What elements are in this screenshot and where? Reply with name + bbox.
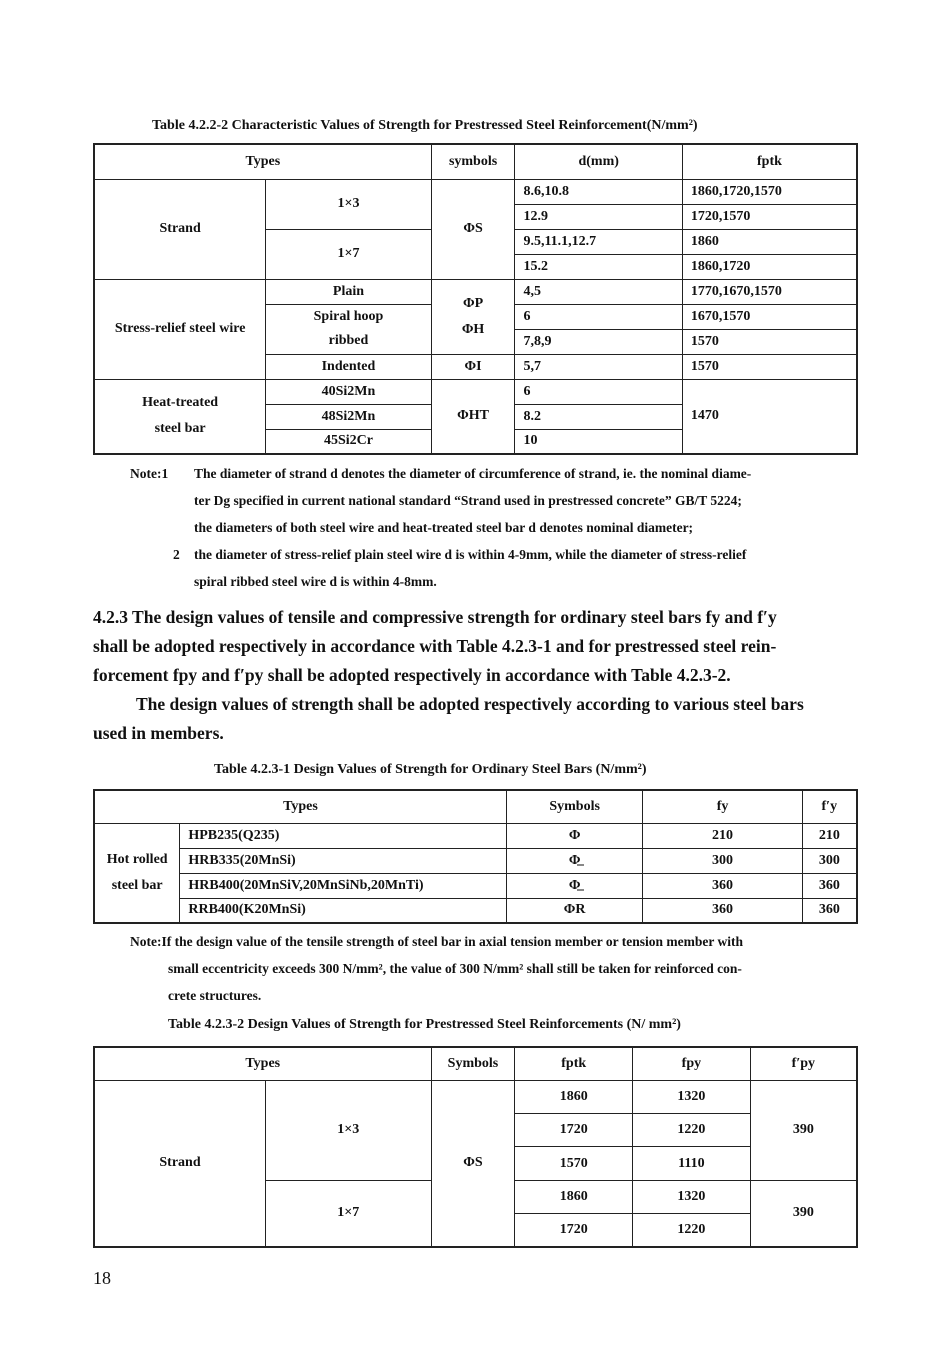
page-number: 18 (93, 1268, 111, 1288)
para-line: used in members. (93, 723, 224, 743)
para-line: forcement fpy and f′py shall be adopted respectively in accordance with Table 4.2.3-2. (93, 665, 731, 685)
note1-label (130, 460, 168, 487)
table-cell: 8.2 (515, 404, 682, 429)
note-line: spiral ribbed steel wire d is within 4-8mm. (194, 574, 437, 589)
table1-caption: Table 4.2.2-2 Characteristic Values of Strength for Prestressed Steel Reinforcement(N/mm²) (152, 118, 698, 133)
wire-symbol-i: ΦI (431, 354, 515, 379)
table-prestressed-design (93, 1046, 858, 1248)
note-line: ter Dg specified in current national standard “Strand used in prestressed concrete” GB/T 5224; (194, 493, 742, 508)
table-cell: 1860 (682, 229, 857, 254)
wire-symbol-p: ΦP (462, 295, 484, 311)
fpy-prime-1x7: 390 (750, 1180, 857, 1247)
header-fptk: fptk (682, 144, 857, 179)
table-cell: 1320 (633, 1180, 751, 1213)
hot-rolled-label (94, 823, 180, 923)
bar-label (94, 379, 266, 454)
table-cell: 9.5,11.1,12.7 (515, 229, 682, 254)
table-cell: 45Si2Cr (266, 429, 431, 454)
table3-caption: Table 4.2.3-2 Design Values of Strength for Prestressed Steel Reinforcements (N/ mm²) (168, 1017, 681, 1032)
table-cell: 1670,1570 (682, 304, 857, 329)
table-cell: 8.6,10.8 (515, 179, 682, 204)
note-line: The diameter of strand d denotes the diameter of circumference of strand, ie. the nominal diame- (194, 466, 752, 481)
header-fy: fy (643, 790, 802, 823)
group-label-2: steel bar (111, 877, 163, 893)
table-cell: 1770,1670,1570 (682, 279, 857, 304)
table-cell: 1860 (515, 1080, 633, 1113)
strand-1x3: 1×3 (266, 179, 431, 229)
header-fpy: fpy (633, 1047, 751, 1080)
table-cell: 1320 (633, 1080, 751, 1113)
section-4-2-3 (93, 603, 863, 748)
bar-symbol: ΦHT (431, 379, 515, 454)
bar-fptk: 1470 (682, 379, 857, 454)
wire-indented: Indented (266, 354, 431, 379)
table-cell: HPB235(Q235) (180, 823, 507, 848)
wire-ribbed: ribbed (328, 333, 369, 348)
table-cell: 1860 (515, 1180, 633, 1213)
table-cell: 1860,1720,1570 (682, 179, 857, 204)
table-cell: 300 (643, 848, 802, 873)
note-line: the diameter of stress-relief plain steel wire d is within 4-9mm, while the diameter of stress-relief (194, 547, 747, 562)
table-cell: 7,8,9 (515, 329, 682, 354)
table-cell: 1570 (515, 1147, 633, 1180)
note-line: small eccentricity exceeds 300 N/mm², the value of 300 N/mm² shall still be taken for reinforced con- (168, 961, 742, 976)
table-cell: HRB400(20MnSiV,20MnSiNb,20MnTi) (180, 873, 507, 898)
table-prestressed-characteristic (93, 143, 858, 455)
table-cell: 1110 (633, 1147, 751, 1180)
table-cell: 48Si2Mn (266, 404, 431, 429)
header-fptk: fptk (515, 1047, 633, 1080)
table-cell: 360 (802, 873, 857, 898)
note-number: 1 (161, 466, 169, 481)
table-cell: 1220 (633, 1114, 751, 1147)
fpy-prime-1x3: 390 (750, 1080, 857, 1180)
bar-label-1: Heat-treated (142, 395, 219, 411)
table-cell: Φ (506, 823, 643, 848)
table-cell: 360 (643, 898, 802, 923)
strand-1x7: 1×7 (266, 229, 431, 279)
table-cell: 1720,1570 (682, 204, 857, 229)
table-cell: 300 (802, 848, 857, 873)
table-cell: HRB335(20MnSi) (180, 848, 507, 873)
note1-text (194, 460, 751, 541)
table-cell: 210 (643, 823, 802, 848)
wire-plain: Plain (266, 279, 431, 304)
wire-symbol-h: ΦH (461, 321, 485, 337)
group-label-1: Hot rolled (106, 851, 168, 867)
para-line: shall be adopted respectively in accordance with Table 4.2.3-1 and for prestressed steel rein- (93, 636, 777, 656)
note1-text-2 (194, 541, 746, 595)
table-cell: 1570 (682, 329, 857, 354)
note-line: Note:If the design value of the tensile strength of steel bar in axial tension member or tension member with (130, 934, 743, 949)
table-cell: 4,5 (515, 279, 682, 304)
header-fy-prime: f′y (802, 790, 857, 823)
table-cell: 360 (802, 898, 857, 923)
table-cell: 40Si2Mn (266, 379, 431, 404)
strand-label: Strand (94, 179, 266, 279)
para-line: The design values of strength shall be adopted respectively according to various steel bars (136, 694, 804, 714)
table-cell: 1720 (515, 1214, 633, 1247)
table-cell: 10 (515, 429, 682, 454)
wire-spiral-ribbed (266, 304, 431, 354)
table-cell: 15.2 (515, 254, 682, 279)
table-cell: 360 (643, 873, 802, 898)
note1-number-2: 2 (173, 547, 180, 562)
table-cell: 5,7 (515, 354, 682, 379)
table-cell: Φ̲ (506, 848, 643, 873)
table-ordinary-steel-bars (93, 789, 858, 924)
strand-1x7: 1×7 (266, 1180, 431, 1247)
table-cell: 1860,1720 (682, 254, 857, 279)
table-cell: 1570 (682, 354, 857, 379)
header-types: Types (94, 1047, 431, 1080)
note-label: Note: (130, 466, 162, 481)
wire-spiral: Spiral hoop (313, 309, 384, 324)
header-symbols: symbols (431, 144, 515, 179)
note-line: crete structures. (168, 988, 262, 1003)
note-line: the diameters of both steel wire and heat-treated steel bar d denotes nominal diameter; (194, 520, 694, 535)
header-fpy-prime: f′py (750, 1047, 857, 1080)
table2-caption: Table 4.2.3-1 Design Values of Strength for Ordinary Steel Bars (N/mm²) (214, 762, 647, 777)
para-line: 4.2.3 The design values of tensile and compressive strength for ordinary steel bars fy and f′y (93, 607, 777, 627)
table-cell: 1220 (633, 1214, 751, 1247)
strand-1x3: 1×3 (266, 1080, 431, 1180)
strand-label: Strand (94, 1080, 266, 1247)
bar-label-2: steel bar (154, 421, 206, 437)
table-cell: 6 (515, 304, 682, 329)
strand-symbol: ΦS (431, 179, 515, 279)
table-cell: 6 (515, 379, 682, 404)
header-d: d(mm) (515, 144, 682, 179)
table-cell: 1720 (515, 1114, 633, 1147)
wire-label: Stress-relief steel wire (94, 279, 266, 379)
wire-symbols (431, 279, 515, 354)
table-cell: 12.9 (515, 204, 682, 229)
strand-symbol: ΦS (431, 1080, 515, 1247)
header-symbols: Symbols (431, 1047, 515, 1080)
table-cell: 210 (802, 823, 857, 848)
table-cell: ΦR (506, 898, 643, 923)
table-cell: Φ̲̲ (506, 873, 643, 898)
table-cell: RRB400(K20MnSi) (180, 898, 507, 923)
header-symbols: Symbols (506, 790, 643, 823)
header-types: Types (94, 790, 506, 823)
note2 (130, 928, 743, 1009)
header-types: Types (94, 144, 431, 179)
